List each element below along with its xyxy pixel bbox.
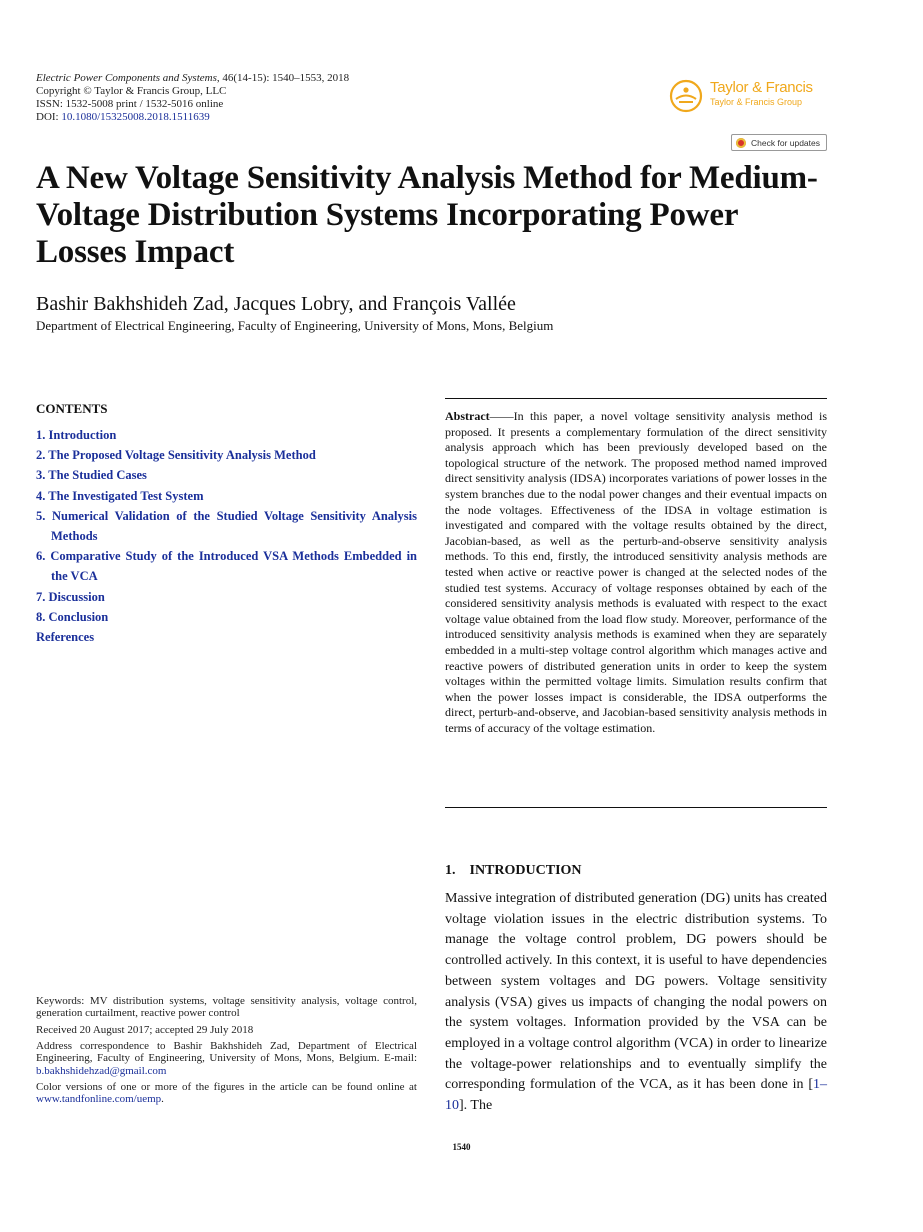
toc-item-references[interactable]: References	[36, 630, 95, 645]
journal-url-link[interactable]: www.tandfonline.com/uemp	[36, 1093, 162, 1106]
footnotes	[36, 995, 417, 1109]
toc-item-test-system[interactable]: 4. The Investigated Test System	[36, 488, 204, 503]
intro-paragraph-end: ]. The	[459, 1098, 493, 1114]
publisher-group: Taylor & Francis Group	[710, 97, 803, 107]
color-note-text: Color versions of one or more of the figures in the article can be found online at	[36, 1080, 417, 1093]
publisher-logo[interactable]	[668, 76, 828, 116]
article-title: A New Voltage Sensitivity Analysis Method for Medium-Voltage Distribution Systems Incorporating Power Losses Impact	[36, 160, 818, 270]
address-text: Address correspondence to Bashir Bakhshideh Zad, Department of Electrical Engineering, Faculty of Engineering, University of Mons, Mons, Belgium. E-mail:	[36, 1039, 417, 1065]
introduction-heading: 1. INTRODUCTION	[445, 863, 582, 878]
intro-paragraph: Massive integration of distributed generation (DG) units has created voltage violation issues in the electric distribution systems. To manage the voltage control problem, DG powers should be controlled actively. In this context, it is useful to have dependencies between system voltages and DG powers. Voltage sensitivity analysis (VSA) gives us impacts of changing the nodal powers on the system voltages. Information provided by the VSA can be employed in a voltage control algorithm (VCA) in order to linearize the voltage-power relationships and to eventually simplify the corresponding formulation of the VCA, as it has been done in [	[445, 891, 827, 1093]
table-of-contents	[36, 425, 417, 647]
journal-header	[36, 72, 349, 124]
journal-citation	[36, 72, 349, 85]
journal-name: Electric Power Components and Systems	[36, 72, 217, 84]
citation-details: , 46(14-15): 1540–1553, 2018	[216, 72, 350, 84]
abstract-top-rule	[445, 398, 827, 399]
check-for-updates-button[interactable]	[731, 134, 827, 151]
abstract-label: Abstract	[445, 409, 490, 423]
abstract	[445, 409, 827, 736]
reference-link[interactable]: 1–10	[445, 1077, 827, 1114]
crossmark-icon	[736, 138, 746, 148]
keywords: Keywords: MV distribution systems, voltage sensitivity analysis, voltage control, generation curtailment, reactive power control	[36, 995, 417, 1020]
toc-item-introduction[interactable]: 1. Introduction	[36, 428, 117, 442]
doi-label: DOI:	[36, 111, 62, 123]
doi-link[interactable]: 10.1080/15325008.2018.1511639	[61, 111, 210, 123]
toc-item-studied-cases[interactable]: 3. The Studied Cases	[36, 468, 147, 483]
page-number: 1540	[452, 1142, 471, 1152]
abstract-text: In this paper, a novel voltage sensitivity analysis method is proposed. It presents a complementary formulation of the direct sensitivity analysis approach which has been previously developed based on the topological structure of the network. The proposed method named improved direct sensitivity analysis (IDSA) incorporates variations of power losses in the system branches due to the nodal power changes and their eventual impacts on the node voltages. Effectiveness of the IDSA in voltage estimation is investigated and compared with the voltage results obtained by the direct, Jacobian-based, as well as the perturb-and-observe sensitivity analysis methods. To this end, firstly, the introduced sensitivity analysis methods are tested when active or reactive power is changed at the selected nodes of the studied test systems. Accuracy of voltage responses obtained by each of the considered sensitivity analysis methods is evaluated with respect to the exact voltage value obtained from the load flow study. Moreover, performance of the introduced sensitivity analysis methods is examined when they are separately embedded in a multi-step voltage control algorithm which manages active and reactive powers of distributed generation units in order to keep the system voltages within the permitted voltage limits. Simulation results confirm that when the power losses impact is considerable, the IDSA outperforms the direct, perturb-and-observe, and Jacobian-based sensitivity analysis methods in terms of accuracy of the voltage estimation.	[445, 409, 827, 735]
color-note-end: .	[161, 1093, 164, 1106]
check-for-updates-label: Check for updates	[751, 137, 820, 148]
authors: Bashir Bakhshideh Zad, Jacques Lobry, and François Vallée	[36, 293, 516, 315]
publisher-name: Taylor & Francis	[710, 79, 813, 96]
doi-line	[36, 111, 349, 124]
received-dates: Received 20 August 2017; accepted 29 July 2018	[36, 1023, 254, 1036]
copyright-line: Copyright © Taylor & Francis Group, LLC	[36, 85, 227, 97]
toc-item-discussion[interactable]: 7. Discussion	[36, 589, 105, 604]
color-note	[36, 1081, 417, 1106]
affiliation: Department of Electrical Engineering, Faculty of Engineering, University of Mons, Mons, Belgium	[36, 318, 554, 333]
taylor-francis-emblem-icon	[668, 78, 704, 114]
abstract-dash: ——	[489, 409, 514, 423]
toc-item-proposed-method[interactable]: 2. The Proposed Voltage Sensitivity Analysis Method	[36, 448, 316, 463]
toc-item-conclusion[interactable]: 8. Conclusion	[36, 609, 109, 624]
abstract-bottom-rule	[445, 807, 827, 808]
issn-line: ISSN: 1532-5008 print / 1532-5016 online	[36, 98, 224, 110]
toc-item-comparative-study[interactable]: 6. Comparative Study of the Introduced VSA Methods Embedded in the VCA	[36, 549, 417, 584]
contents-heading: CONTENTS	[36, 401, 108, 416]
toc-item-numerical-validation[interactable]: 5. Numerical Validation of the Studied Voltage Sensitivity Analysis Methods	[36, 508, 417, 544]
introduction-text	[445, 889, 827, 1117]
email-link[interactable]: b.bakhshidehzad@gmail.com	[36, 1064, 167, 1077]
address-correspondence	[36, 1040, 417, 1077]
